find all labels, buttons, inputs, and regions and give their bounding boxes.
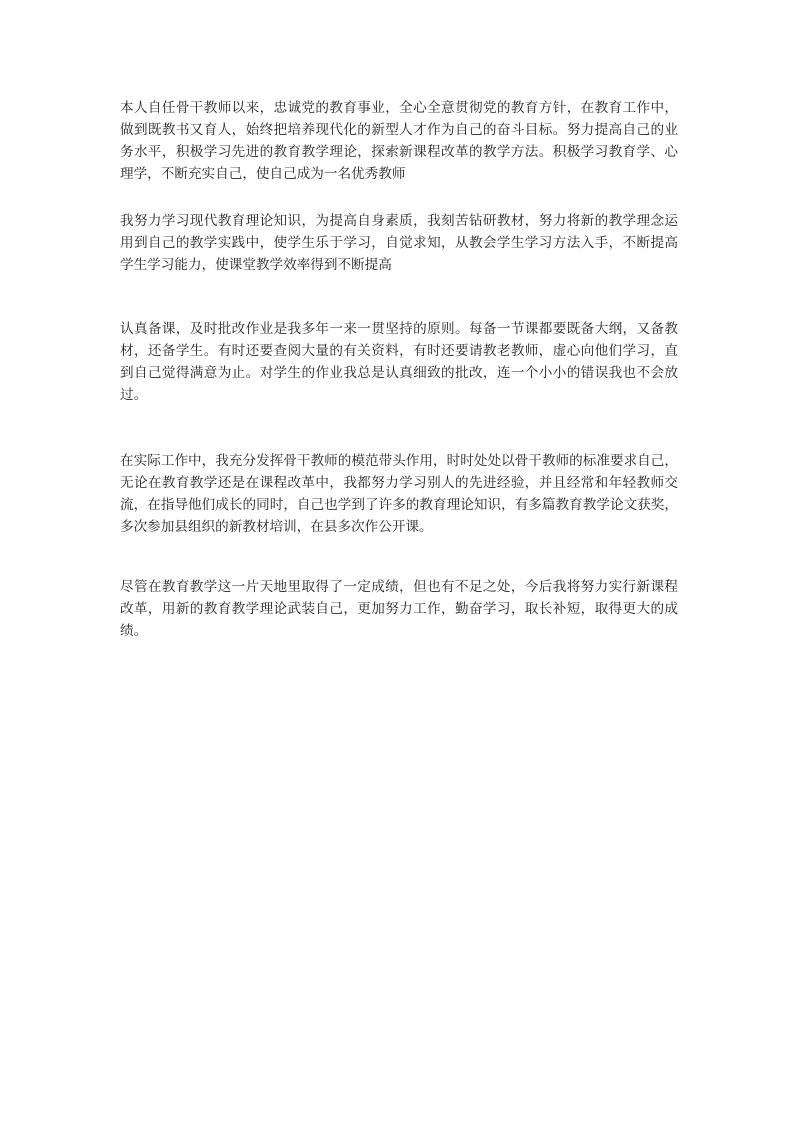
text-line: 尽管在教育教学这一片天地里取得了一定成绩，但也有不足之处，今后我将努力实行新课程 bbox=[120, 579, 678, 595]
text-line: 学生学习能力，使课堂教学效率得到不断提高 bbox=[120, 257, 392, 273]
text-line: 做到既教书又育人，始终把培养现代化的新型人才作为自己的奋斗目标。努力提高自己的业 bbox=[120, 122, 678, 138]
text-line: 改革，用新的教育教学理论武装自己，更加努力工作，勤奋学习，取长补短，取得更大的成 bbox=[120, 601, 678, 617]
paragraph-4 bbox=[120, 450, 678, 538]
text-line: 到自己觉得满意为止。对学生的作业我总是认真细致的批改，连一个小小的错误我也不会放 bbox=[120, 365, 678, 381]
text-line: 用到自己的教学实践中，使学生乐于学习，自觉求知，从教会学生学习方法入手，不断提高 bbox=[120, 235, 678, 251]
paragraph-3 bbox=[120, 318, 678, 406]
text-line: 流，在指导他们成长的同时，自己也学到了许多的教育理论知识，有多篇教育教学论文获奖， bbox=[120, 497, 678, 513]
text-line: 无论在教育教学还是在课程改革中，我都努力学习别人的先进经验，并且经常和年轻教师交 bbox=[120, 475, 678, 491]
text-line: 材，还备学生。有时还要查阅大量的有关资料，有时还要请教老教师，虚心向他们学习，直 bbox=[120, 343, 678, 359]
text-line: 务水平，积极学习先进的教育教学理论，探索新课程改革的教学方法。积极学习教育学、心 bbox=[120, 144, 678, 160]
text-line: 理学，不断充实自己，使自己成为一名优秀教师 bbox=[120, 166, 406, 182]
text-line: 我努力学习现代教育理论知识，为提高自身素质，我刻苦钻研教材，努力将新的教学理念运 bbox=[120, 213, 678, 229]
text-line: 绩。 bbox=[120, 623, 148, 639]
text-line: 本人自任骨干教师以来，忠诚党的教育事业，全心全意贯彻党的教育方针，在教育工作中， bbox=[120, 100, 678, 116]
text-line: 过。 bbox=[120, 387, 148, 403]
text-line: 认真备课，及时批改作业是我多年一来一贯坚持的原则。每备一节课都要既备大纲，又备教 bbox=[120, 321, 678, 337]
text-line: 多次参加县组织的新教材培训，在县多次作公开课。 bbox=[120, 519, 433, 535]
paragraph-2 bbox=[120, 210, 678, 276]
paragraph-5 bbox=[120, 576, 678, 642]
paragraph-1 bbox=[120, 97, 678, 185]
text-line: 在实际工作中，我充分发挥骨干教师的模范带头作用，时时处处以骨干教师的标准要求自己， bbox=[120, 453, 678, 469]
